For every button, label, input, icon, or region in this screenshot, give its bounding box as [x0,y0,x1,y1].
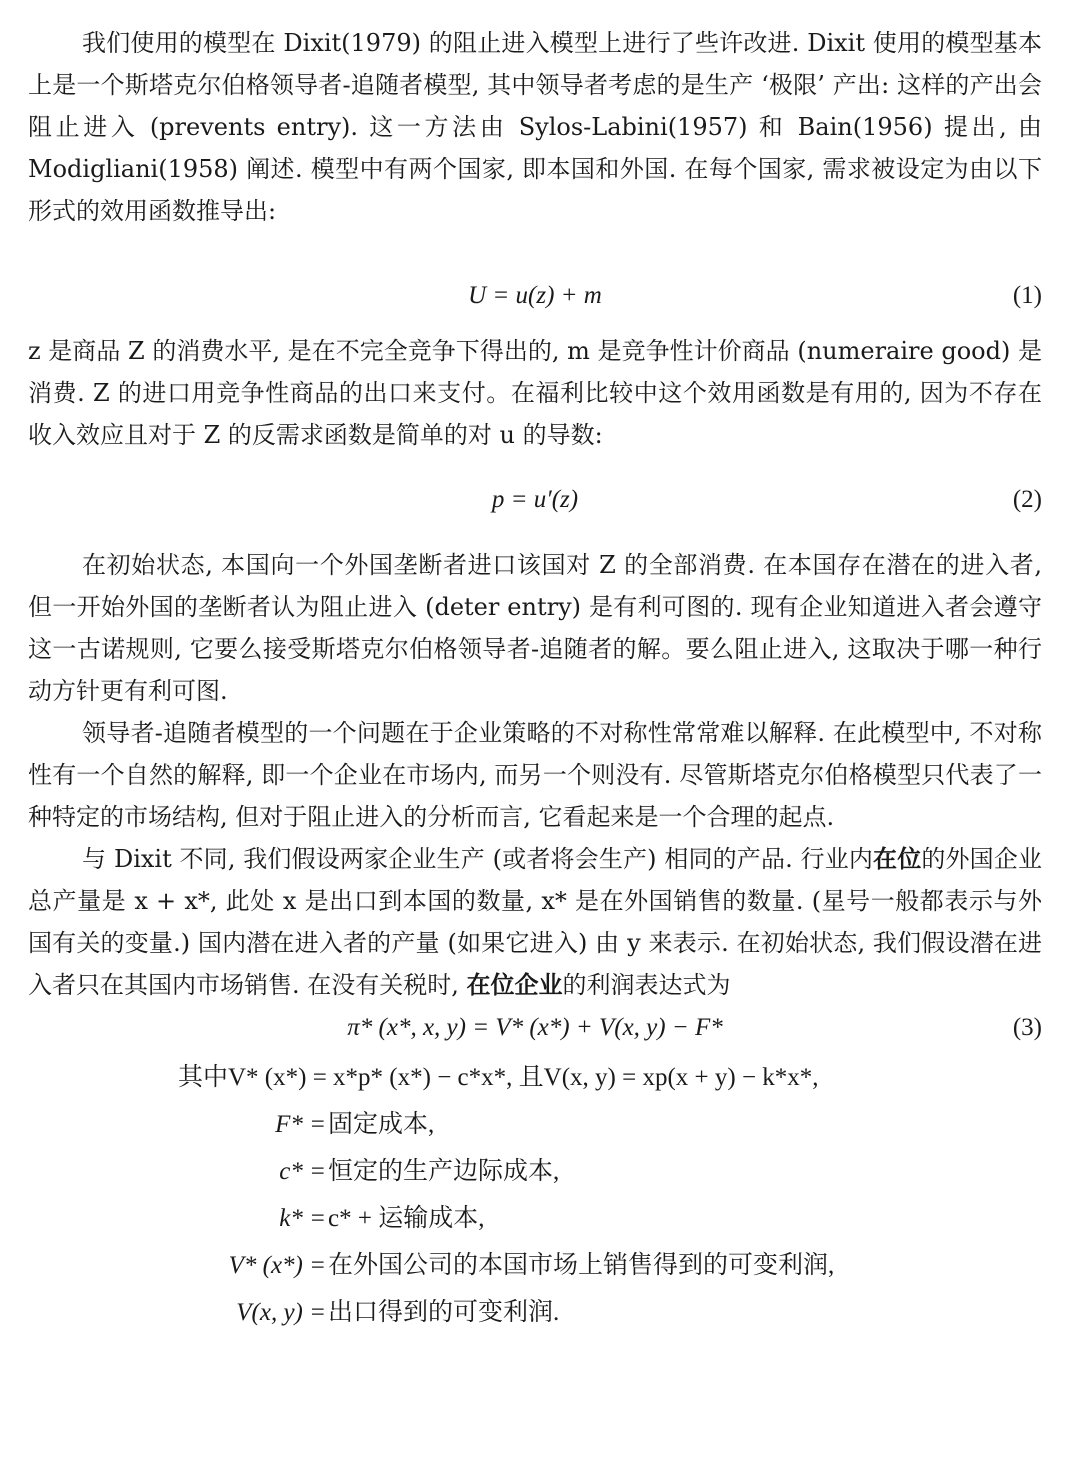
definition-row [28,1242,1042,1289]
equation-1-number: (1) [1012,282,1042,309]
definition-first-line: 其中V* (x*) = x*p* (x*) − c*x*, 且V(x, y) = xp(x + y) − k*x*, [178,1064,819,1091]
paragraph-dixit [28,838,1042,1006]
paragraph-intro: 我们使用的模型在 Dixit(1979) 的阻止进入模型上进行了些许改进. Dixit 使用的模型基本上是一个斯塔克尔伯格领导者-追随者模型, 其中领导者考虑的是生产 ‘极限’ 产出: 这样的产出会阻止进入 (prevents entry). 这一方法由 Sylos-Labini(1957) 和 Bain(1956) 提出, 由 Modigliani(1958) 阐述. 模型中有两个国家, 即本国和外国. 在每个国家, 需求被设定为由以下形式的效用函数推导出: [28,29,1042,225]
paragraph-initial-state: 在初始状态, 本国向一个外国垄断者进口该国对 Z 的全部消费. 在本国存在潜在的进入者, 但一开始外国的垄断者认为阻止进入 (deter entry) 是有利可图的. 现有企业知道进入者会遵守这一古诺规则, 它要么接受斯塔克尔伯格领导者-追随者的解。要么阻止进入, 这取决于哪一种行动方针更有利可图. [28,551,1042,705]
definition-lhs: V* (x*) = [228,1252,326,1279]
definition-lhs: V(x, y) = [236,1299,326,1326]
equation-1 [28,274,1042,318]
definition-row [28,1289,1042,1336]
paragraph-leader-follower: 领导者-追随者模型的一个问题在于企业策略的不对称性常常难以解释. 在此模型中, 不对称性有一个自然的解释, 即一个企业在市场内, 而另一个则没有. 尽管斯塔克尔伯格模型只代表了一种特定的市场结构, 但对于阻止进入的分析而言, 它看起来是一个合理的起点. [28,719,1042,831]
definition-rhs: c* + 运输成本, [328,1205,485,1232]
equation-3-expression: π* (x*, x, y) = V* (x*) + V(x, y) − F* [347,1014,723,1041]
definition-row [28,1148,1042,1195]
document-page [28,22,1042,1336]
equation-1-expression: U = u(z) + m [468,282,602,309]
paragraph-dixit-part-a: 与 Dixit 不同, 我们假设两家企业生产 (或者将会生产) 相同的产品. 行业内 [82,845,874,873]
definition-row-first [28,1054,1042,1101]
equation-3-number: (3) [1012,1014,1042,1041]
equation-2-number: (2) [1012,486,1042,513]
equation-2 [28,478,1042,522]
definition-lhs: F* = [275,1111,326,1138]
paragraph-utility: z 是商品 Z 的消费水平, 是在不完全竞争下得出的, m 是竞争性计价商品 (numeraire good) 是消费. Z 的进口用竞争性商品的出口来支付。在福利比较中这个效用函数是有用的, 因为不存在收入效应且对于 Z 的反需求函数是简单的对 u 的导数: [28,337,1042,449]
definition-row [28,1195,1042,1242]
definition-row [28,1101,1042,1148]
paragraph-dixit-part-d: 的利润表达式为 [562,971,731,999]
equation-3 [28,1006,1042,1050]
definition-lhs: k* = [279,1205,326,1232]
bold-incumbent: 在位 [873,844,922,873]
bold-incumbent-firm: 在位企业 [466,970,563,999]
definition-rhs: 出口得到的可变利润. [328,1299,560,1326]
definition-lhs: c* = [279,1158,326,1185]
equation-2-expression: p = u′(z) [491,486,579,513]
definition-rhs: 恒定的生产边际成本, [328,1158,560,1185]
paragraph-dixit-part-c: 的外国企业总产量是 x + x*, 此处 x 是出口到本国的数量, x* 是在外国销售的数量. (星号一般都表示与外国有关的变量.) 国内潜在进入者的产量 (如果它进入) 由 y 来表示. 在初始状态, 我们假设潜在进入者只在其国内市场销售. 在没有关税时, [28,845,1043,999]
definition-rhs: 在外国公司的本国市场上销售得到的可变利润, [328,1252,835,1279]
definitions-block [28,1054,1042,1336]
definition-rhs: 固定成本, [328,1111,435,1138]
